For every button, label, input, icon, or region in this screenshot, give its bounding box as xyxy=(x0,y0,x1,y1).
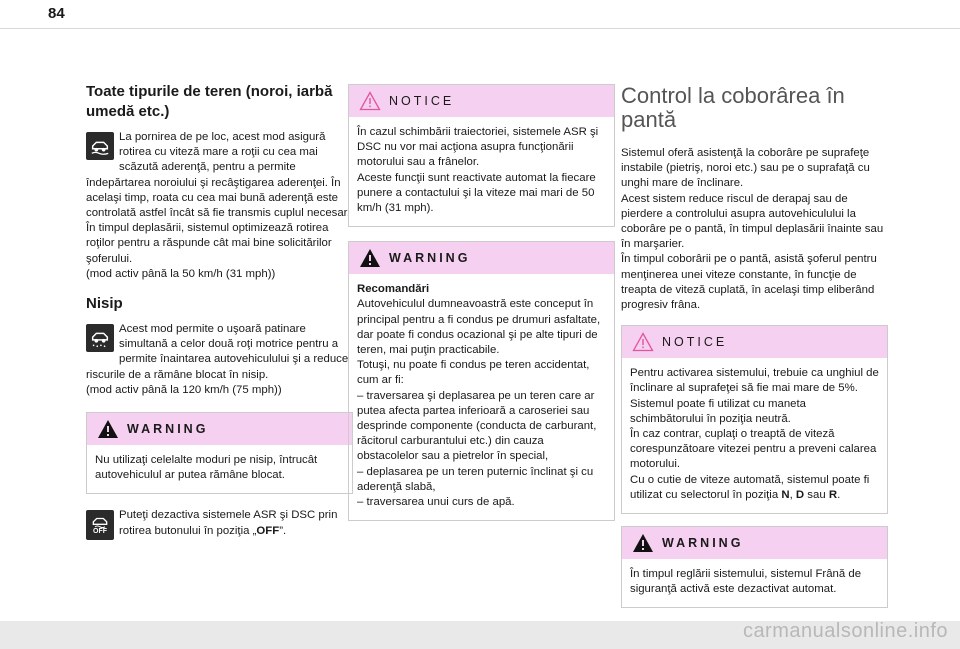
footer-bar xyxy=(0,621,960,649)
notice-body xyxy=(622,358,887,513)
notice-text: În cazul schimbării traiectoriei, sistemele ASR şi DSC nu vor mai acţiona asupra funcţionării motorului sau a frânelor. xyxy=(357,126,599,169)
hill-descent-intro-2: Acest sistem reduce riscul de derapaj sau de pierdere a controlului asupra autovehiculului la coborâre pe o pantă, în timpul deplasării înainte sau în marşarier. xyxy=(621,192,884,251)
asr-text xyxy=(86,508,353,538)
notice-header xyxy=(349,85,614,117)
section-title-sand: Nisip xyxy=(86,295,123,313)
warning-text: În timpul reglării sistemului, sistemul Frână de siguranţă activă este dezactivat automat. xyxy=(630,568,862,596)
all-terrain-text: La pornirea de pe loc, acest mod asigură rotirea cu viteză mare a roţii cu cea mai scăzută aderenţă, pentru a permite îndepărtarea noroiului şi recâştigarea aderenţei. În acelaşi timp, roata cu cea mai bună aderenţă este controlată astfel încât să fie transmis cuplul necesar. xyxy=(86,131,351,220)
asr-text-before: Puteţi dezactiva sistemele ASR şi DSC prin rotirea butonului în poziţia „ xyxy=(119,509,338,537)
all-terrain-speed-note: (mod activ până la 50 km/h (31 mph)) xyxy=(86,267,276,280)
warning-label: WARNING xyxy=(127,422,209,437)
notice-text-4-c: sau xyxy=(804,488,829,501)
column-1 xyxy=(86,82,353,542)
title-line-2: umedă etc.) xyxy=(86,103,170,120)
sand-text: Acest mod permite o uşoară patinare simultană a celor două roţi motrice pentru a permite înaintarea autovehiculului şi a reduce riscurile de a rămâne blocat în nisip. xyxy=(86,323,349,381)
warning-box-hill-descent xyxy=(621,526,888,608)
asr-paragraph xyxy=(86,508,353,538)
warning-list-item: – deplasarea pe un teren puternic înclinat şi cu aderenţă slabă, xyxy=(357,465,594,493)
asr-off-icon xyxy=(86,510,114,540)
gear-r: R xyxy=(828,488,838,501)
off-icon-label: OFF xyxy=(93,528,107,536)
title-line-2: pantă xyxy=(621,107,677,132)
gear-d: D xyxy=(795,488,805,501)
notice-text-2: Sistemul poate fi utilizat cu maneta schimbătorului în poziţia neutră. xyxy=(630,397,807,425)
asr-text-off: OFF xyxy=(256,524,280,537)
watermark: carmanualsonline.info xyxy=(742,620,948,642)
warning-text: Nu utilizaţi celelalte moduri pe nisip, întrucât autovehiculul ar putea rămâne blocat. xyxy=(95,454,318,482)
notice-text: Pentru activarea sistemului, trebuie ca unghiul de înclinare al suprafeţei să fie mai mare de 5%. xyxy=(630,367,879,395)
notice-box-asr xyxy=(348,84,615,227)
warning-list-item: – traversarea şi deplasarea pe un teren care ar putea afecta partea inferioară a caroseriei sau desprinde componente (conducta de carburant, răcitorul carburantului etc.) din cauza obstacolelor sau a pietrelor în special, xyxy=(357,389,597,463)
warning-text: Autovehiculul dumneavoastră este conceput în principal pentru a fi condus pe drumuri asfaltate, dar poate fi condus ocazional şi pe alte tipuri de teren, mai puţin practicabile. xyxy=(357,298,601,357)
notice-label: NOTICE xyxy=(389,94,455,108)
warning-header xyxy=(349,242,614,274)
warning-triangle-icon xyxy=(632,533,654,553)
warning-title: Recomandări xyxy=(357,283,430,296)
warning-list-item: – traversarea unui curs de apă. xyxy=(357,496,515,509)
section-title-hill-descent xyxy=(621,84,888,132)
warning-label: WARNING xyxy=(662,536,744,551)
notice-label: NOTICE xyxy=(662,335,728,350)
title-line-1: Toate tipurile de teren (noroi, iarbă xyxy=(86,83,333,100)
sand-speed-note: (mod activ până la 120 km/h (75 mph)) xyxy=(86,383,282,396)
notice-text-2: Aceste funcţii sunt reactivate automat la fiecare punere a contactului şi la viteze mai mari de 50 km/h (31 mph). xyxy=(357,171,596,215)
all-terrain-text-2: În timpul deplasării, sistemul optimizează rotirea roţilor pentru a răspunde cât mai bine solicitărilor şoferului. xyxy=(86,222,332,265)
notice-text-4-b: , xyxy=(789,488,796,501)
warning-body xyxy=(87,445,352,493)
section-title-all-terrain xyxy=(86,82,353,122)
notice-box-hill-descent xyxy=(621,325,888,514)
notice-text-4-e: . xyxy=(837,488,841,501)
notice-body xyxy=(349,117,614,226)
warning-box-recommendations xyxy=(348,241,615,521)
warning-body xyxy=(349,274,614,520)
column-2 xyxy=(348,82,615,521)
warning-label: WARNING xyxy=(389,251,471,266)
title-line-1: Control la coborârea în xyxy=(621,83,845,108)
warning-header xyxy=(622,527,887,559)
column-3 xyxy=(621,84,888,608)
mud-terrain-icon xyxy=(86,132,114,160)
hill-descent-intro-3: În timpul coborârii pe o pantă, asistă şoferul pentru menţinerea unei viteze constante, în funcţie de treapta de viteză cuplată, în acelaşi timp eliberând progresiv frâna. xyxy=(621,253,877,312)
warning-box-sand xyxy=(86,412,353,494)
notice-header xyxy=(622,326,887,358)
sand-paragraph xyxy=(86,322,353,398)
notice-triangle-icon xyxy=(359,91,381,111)
asr-text-after: ”. xyxy=(279,524,287,537)
hill-descent-intro: Sistemul oferă asistenţă la coborâre pe suprafeţe instabile (pietriş, noroi etc.) sau pe o suprafaţă cu unghi mare de înclinare. xyxy=(621,147,870,190)
notice-text-3: În caz contrar, cuplaţi o treaptă de viteză corespunzătoare vitezei pentru a preveni calarea motorului. xyxy=(630,428,877,471)
all-terrain-paragraph xyxy=(86,130,353,282)
notice-triangle-icon xyxy=(632,332,654,352)
warning-text-2: Totuşi, nu poate fi condus pe teren accidentat, cum ar fi: xyxy=(357,359,590,387)
top-divider xyxy=(0,28,960,29)
notice-text-4 xyxy=(630,473,879,503)
warning-body xyxy=(622,559,887,607)
warning-triangle-icon xyxy=(359,248,381,268)
warning-triangle-icon xyxy=(97,419,119,439)
page-number: 84 xyxy=(48,5,65,22)
notice-text-4-a: Cu o cutie de viteze automată, sistemul poate fi utilizat cu selectorul în poziţia xyxy=(630,473,870,501)
gear-n: N xyxy=(781,488,790,501)
sand-mode-icon xyxy=(86,324,114,352)
warning-header xyxy=(87,413,352,445)
